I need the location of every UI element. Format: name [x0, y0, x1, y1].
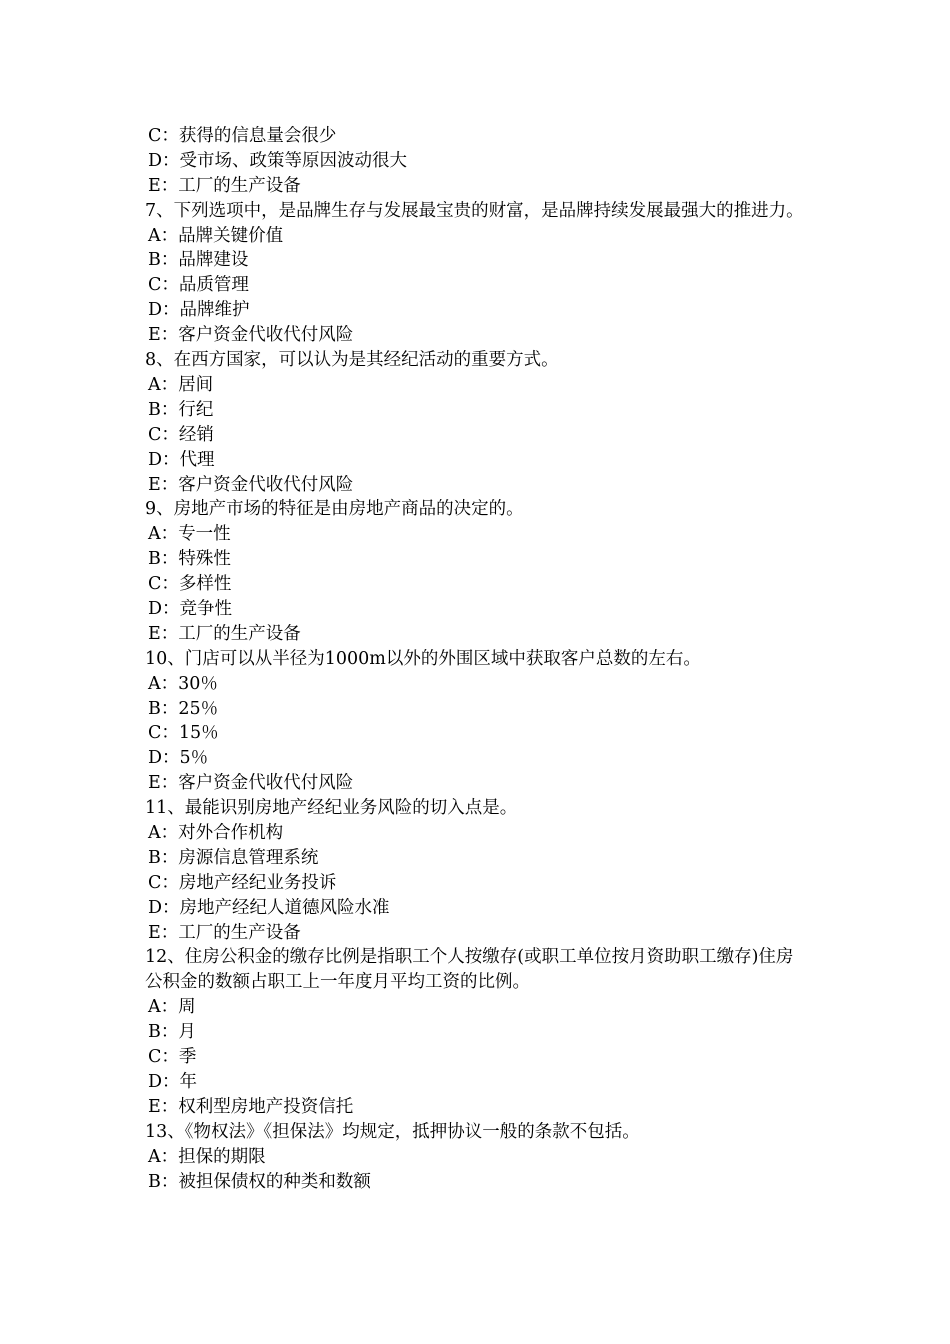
answer-option: C：15％	[148, 723, 219, 744]
answer-option: B：品牌建设	[148, 250, 249, 271]
answer-option: D：5％	[148, 748, 209, 769]
answer-option: B：被担保债权的种类和数额	[148, 1171, 371, 1192]
answer-option: E：客户资金代收代付风险	[148, 773, 354, 794]
answer-option: E：客户资金代收代付风险	[148, 474, 354, 495]
question-text: 12、住房公积金的缴存比例是指职工个人按缴存(或职工单位按月资助职工缴存)住房公积金的数额占职工上一年度月平均工资的比例。	[145, 947, 794, 993]
answer-option: E：客户资金代收代付风险	[148, 325, 354, 346]
answer-option: C：品质管理	[148, 275, 249, 296]
answer-option: D：年	[148, 1071, 198, 1092]
answer-option: C：房地产经纪业务投诉	[148, 872, 337, 893]
answer-option: A：专一性	[148, 524, 231, 545]
answer-option: A：对外合作机构	[148, 823, 284, 844]
answer-option: A：居间	[148, 374, 214, 395]
answer-option: A：周	[148, 997, 196, 1018]
answer-option: A：30％	[148, 673, 218, 694]
answer-option: B：特殊性	[148, 549, 231, 570]
answer-option: D：代理	[148, 449, 215, 470]
answer-option: C：经销	[148, 424, 214, 445]
answer-option: B：月	[148, 1022, 196, 1043]
answer-option: B：行纪	[148, 399, 214, 420]
answer-option: B：25％	[148, 698, 219, 719]
answer-option: E：工厂的生产设备	[148, 175, 301, 196]
question-text: 8、在西方国家，可以认为是其经纪活动的重要方式。	[145, 350, 559, 371]
answer-option: C：获得的信息量会很少	[148, 126, 337, 146]
answer-option: C：多样性	[148, 574, 232, 595]
answer-option: A：担保的期限	[148, 1146, 266, 1167]
answer-option: D：受市场、政策等原因波动很大	[148, 150, 408, 171]
question-text: 11、最能识别房地产经纪业务风险的切入点是。	[145, 798, 518, 819]
exam-questions	[145, 124, 810, 1194]
answer-option: C：季	[148, 1047, 197, 1068]
question-text: 10、门店可以从半径为1000m以外的外围区域中获取客户总数的左右。	[145, 648, 701, 669]
question-text: 9、房地产市场的特征是由房地产商品的决定的。	[145, 499, 524, 520]
answer-option: E：权利型房地产投资信托	[148, 1096, 354, 1117]
answer-option: D：品牌维护	[148, 300, 250, 321]
answer-option: D：竞争性	[148, 598, 233, 619]
answer-option: E：工厂的生产设备	[148, 623, 301, 644]
question-text: 13、《物权法》《担保法》均规定，抵押协议一般的条款不包括。	[145, 1121, 640, 1142]
answer-option: B：房源信息管理系统	[148, 847, 319, 868]
answer-option: E：工厂的生产设备	[148, 922, 301, 943]
question-text: 7、下列选项中，是品牌生存与发展最宝贵的财富，是品牌持续发展最强大的推进力。	[145, 200, 804, 221]
answer-option: A：品牌关键价值	[148, 225, 284, 246]
answer-option: D：房地产经纪人道德风险水准	[148, 897, 390, 918]
